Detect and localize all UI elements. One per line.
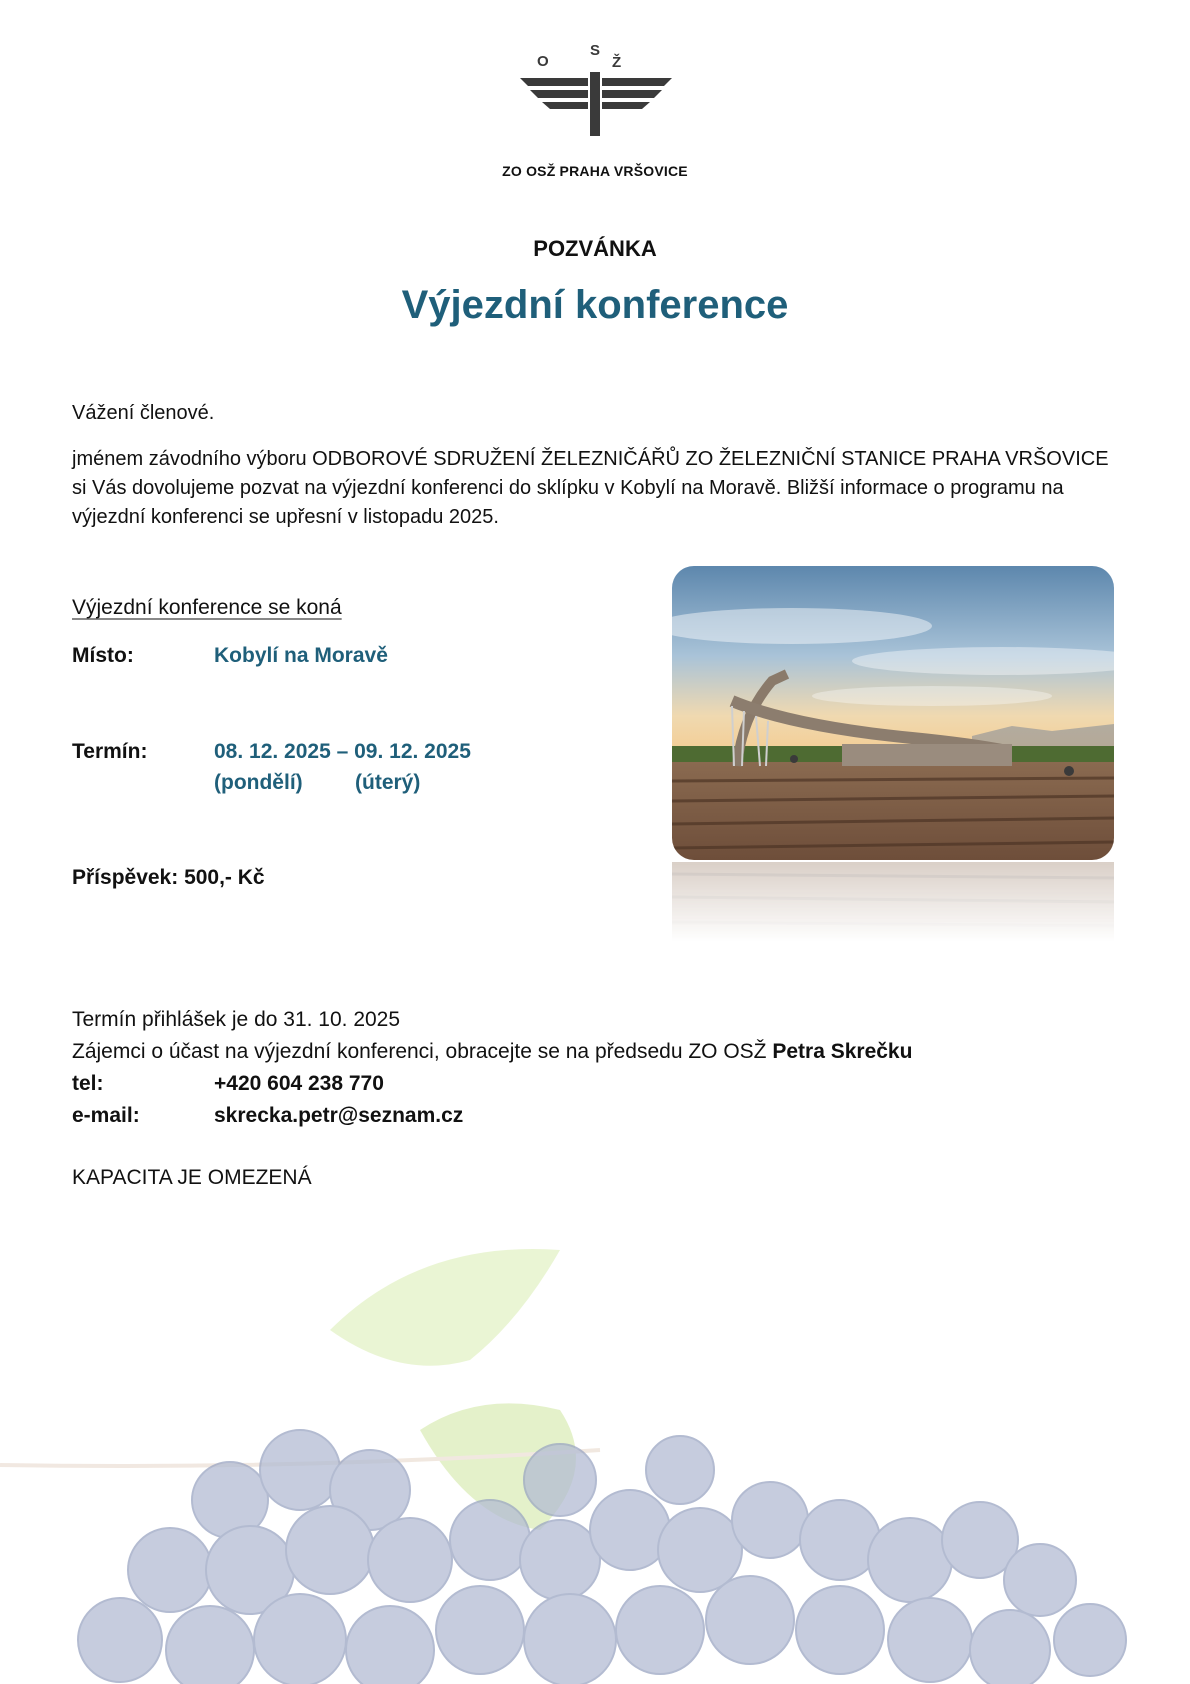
phone-value: +420 604 238 770 [214, 1072, 384, 1095]
photo-reflection [672, 862, 1114, 942]
logo-letter-o: O [537, 53, 549, 70]
logo-letter-z: Ž [612, 54, 622, 71]
winged-wheel-icon [520, 72, 672, 136]
capacity-note: KAPACITA JE OMEZENÁ [72, 1166, 312, 1189]
email-label: e-mail: [72, 1104, 140, 1127]
page-title: Výjezdní konference [401, 283, 789, 327]
invitation-kicker: POZVÁNKA [533, 236, 657, 261]
salutation: Vážení členové. [72, 402, 215, 424]
phone-label: tel: [72, 1072, 104, 1095]
intro-line: výjezdní konferenci se upřesní v listopadu 2025. [72, 506, 499, 528]
date-value: 08. 12. 2025 – 09. 12. 2025 [214, 740, 471, 763]
event-heading: Výjezdní konference se koná [72, 596, 342, 619]
organization-name: ZO OSŽ PRAHA VRŠOVICE [502, 163, 688, 179]
osz-logo [518, 42, 674, 138]
day-end: (úterý) [355, 771, 421, 794]
place-label: Místo: [72, 644, 134, 667]
logo-letter-s: S [590, 42, 601, 59]
contact-sentence: Zájemci o účast na výjezdní konferenci, obracejte se na předsedu ZO OSŽ [72, 1040, 773, 1063]
contact-person: Petra Skrečku [772, 1040, 913, 1063]
email-value: skrecka.petr@seznam.cz [214, 1104, 464, 1127]
grapes-illustration [0, 1240, 1190, 1684]
contact-text [72, 1040, 912, 1064]
day-start: (pondělí) [214, 771, 303, 794]
intro-paragraph [72, 445, 1122, 532]
fee: Příspěvek: 500,- Kč [72, 866, 265, 889]
intro-line: si Vás dovolujeme pozvat na výjezdní konferenci do sklípku v Kobylí na Moravě. Bližší informace o programu na [72, 477, 1064, 499]
intro-line: jménem závodního výboru ODBOROVÉ SDRUŽENÍ ŽELEZNIČÁŘŮ ZO ŽELEZNIČNÍ STANICE PRAHA VRŠOVICE [72, 448, 1109, 470]
date-label: Termín: [72, 740, 148, 763]
lookout-photo [672, 566, 1114, 860]
registration-deadline: Termín přihlášek je do 31. 10. 2025 [72, 1008, 401, 1031]
place-value: Kobylí na Moravě [214, 644, 388, 667]
